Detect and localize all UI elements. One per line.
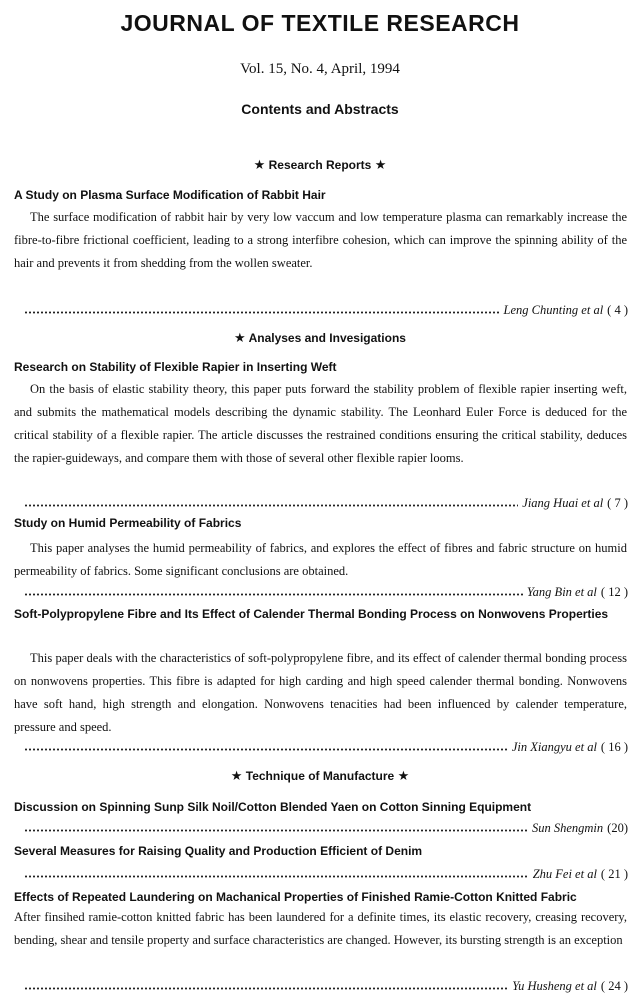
section-heading-analyses <box>0 330 640 346</box>
article-title: Research on Stability of Flexible Rapier in Inserting Weft <box>14 360 337 374</box>
article-title: Several Measures for Raising Quality and Production Efficient of Denim <box>14 844 423 858</box>
article-title: Study on Humid Permeability of Fabrics <box>14 516 242 530</box>
section-heading-technique <box>0 768 640 784</box>
leader-dots <box>24 748 508 751</box>
issue-line: Vol. 15, No. 4, April, 1994 <box>240 61 400 77</box>
article-author: Yu Husheng et al <box>512 978 597 993</box>
journal-title: JOURNAL OF TEXTILE RESEARCH <box>120 10 520 36</box>
star-icon: ★ <box>374 157 387 172</box>
article-page: ( 7 ) <box>607 495 628 510</box>
article-title: A Study on Plasma Surface Modification of Rabbit Hair <box>14 188 326 202</box>
article-abstract: On the basis of elastic stability theory, this paper puts forward the stability problem of flexible rapier inserting weft, and submits the mathematical models describing the dynamic stability. The Leonhard Euler Force is deduced for the critical stability of a flexible rapier. The article discusses the restrained conditions ensuring the critical stability, deduces the rapier-guideways, and compare them with those of several other flexible rapier looms. <box>14 382 627 465</box>
article-abstract: After finsihed ramie-cotton knitted fabric has been laundered for a definite times, its elastic recovery, creasing recovery, bending, shear and tensile property and surface characteristics are changed. However, its bursting strength is an exception <box>14 910 627 947</box>
article-author: Yang Bin et al <box>526 584 597 599</box>
article-page: ( 12 ) <box>600 584 628 599</box>
star-icon: ★ <box>397 768 410 783</box>
article-abstract: This paper analyses the humid permeability of fabrics, and explores the effect of fibres and fabric structure on humid permeability of fabrics. Some significant conclusions are obtained. <box>14 541 627 578</box>
article-byline <box>24 820 628 836</box>
article-page: (20) <box>607 820 628 835</box>
article-byline <box>24 584 628 600</box>
article-byline <box>24 866 628 882</box>
article-byline <box>24 739 628 755</box>
article-abstract: This paper deals with the characteristics of soft-polypropylene fibre, and its effect of calender thermal bonding process on nonwovens properties. This fibre is adapted for high carding and high speed calender thermal bonding. Nonwovens have soft hand, high strength and elongation. Nonwovens tenacities had been influenced by calender temperature, pressure and speed. <box>14 651 627 734</box>
article-byline <box>24 978 628 994</box>
leader-dots <box>24 875 529 878</box>
section-heading-label: Research Reports <box>268 158 372 172</box>
star-icon: ★ <box>234 330 246 345</box>
section-heading-label: Technique of Manufacture <box>245 769 395 783</box>
article-title: Discussion on Spinning Sunp Silk Noil/Cotton Blended Yaen on Cotton Sinning Equipment <box>14 800 532 814</box>
article-author: Jin Xiangyu et al <box>511 739 597 754</box>
star-icon: ★ <box>253 157 266 172</box>
leader-dots <box>24 829 528 832</box>
article-page: ( 21 ) <box>600 866 628 881</box>
leader-dots <box>24 311 500 314</box>
section-heading-research-reports <box>0 157 640 173</box>
article-page: ( 4 ) <box>607 302 628 317</box>
leader-dots <box>24 593 523 596</box>
article-author: Leng Chunting et al <box>503 302 604 317</box>
article-page: ( 24 ) <box>600 978 628 993</box>
article-byline <box>24 302 628 318</box>
article-author: Jiang Huai et al <box>522 495 604 510</box>
article-author: Zhu Fei et al <box>532 866 597 881</box>
leader-dots <box>24 987 508 990</box>
article-page: ( 16 ) <box>600 739 628 754</box>
article-author: Sun Shengmin <box>531 820 604 835</box>
star-icon: ★ <box>230 768 243 783</box>
contents-heading: Contents and Abstracts <box>241 101 399 117</box>
leader-dots <box>24 504 518 507</box>
article-title: Soft-Polypropylene Fibre and Its Effect of Calender Thermal Bonding Process on Nonwovens Properties <box>14 607 609 621</box>
article-title: Effects of Repeated Laundering on Machanical Properties of Finished Ramie-Cotton Knitted Fabric <box>14 890 577 904</box>
section-heading-label: Analyses and Invesigations <box>248 331 406 345</box>
article-abstract: The surface modification of rabbit hair by very low vaccum and low temperature plasma can remarkably increase the fibre-to-fibre frictional coefficient, leading to a strong interfibre cohesion, which can improve the spinning ability of the hair and prevents it from shedding from the wollen sweater. <box>14 210 627 270</box>
article-byline <box>24 495 628 511</box>
